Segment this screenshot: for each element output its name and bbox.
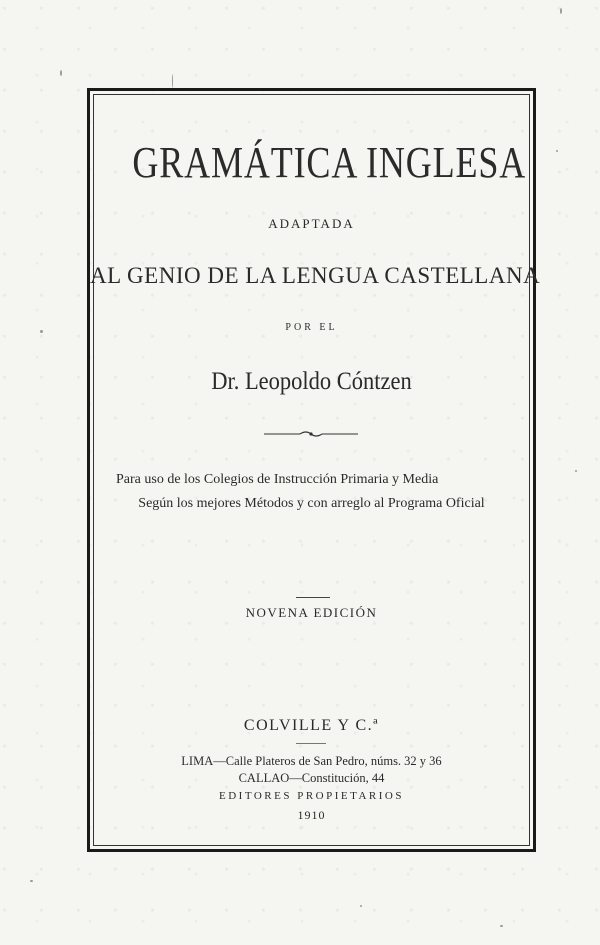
scan-speck: [60, 70, 62, 76]
scan-speck: [556, 150, 558, 152]
scan-speck: [172, 74, 173, 88]
scan-speck: [30, 880, 33, 882]
edition-rule: [296, 597, 330, 598]
publisher-rule: [296, 743, 326, 744]
publication-year: 1910: [297, 808, 326, 822]
usage-line-2: Según los mejores Métodos y con arreglo al Programa Oficial: [138, 496, 485, 511]
subtitle-main: AL GENIO DE LA LENGUA CASTELLANA: [90, 263, 541, 288]
scan-speck: [575, 470, 577, 472]
scan-speck: [500, 925, 503, 927]
publisher-name: COLVILLE Y C.ª: [243, 717, 380, 734]
address-callao: CALLAO—Constitución, 44: [238, 771, 385, 785]
scan-speck: [360, 905, 362, 907]
publisher-role: EDITORES PROPIETARIOS: [219, 790, 404, 802]
ornament-divider-icon: [262, 429, 360, 439]
address-lima: LIMA—Calle Plateros de San Pedro, núms. 32 y 36: [181, 754, 442, 768]
edition-label: NOVENA EDICIÓN: [245, 605, 378, 620]
scan-speck: [560, 8, 562, 14]
byline-prefix: POR EL: [285, 322, 338, 333]
author-name: Dr. Leopoldo Cóntzen: [211, 368, 412, 395]
subtitle-word: ADAPTADA: [268, 216, 355, 231]
scan-speck: [40, 330, 43, 333]
book-title: GRAMÁTICA INGLESA: [132, 138, 527, 187]
usage-line-1: Para uso de los Colegios de Instrucción Primaria y Media: [116, 472, 439, 487]
